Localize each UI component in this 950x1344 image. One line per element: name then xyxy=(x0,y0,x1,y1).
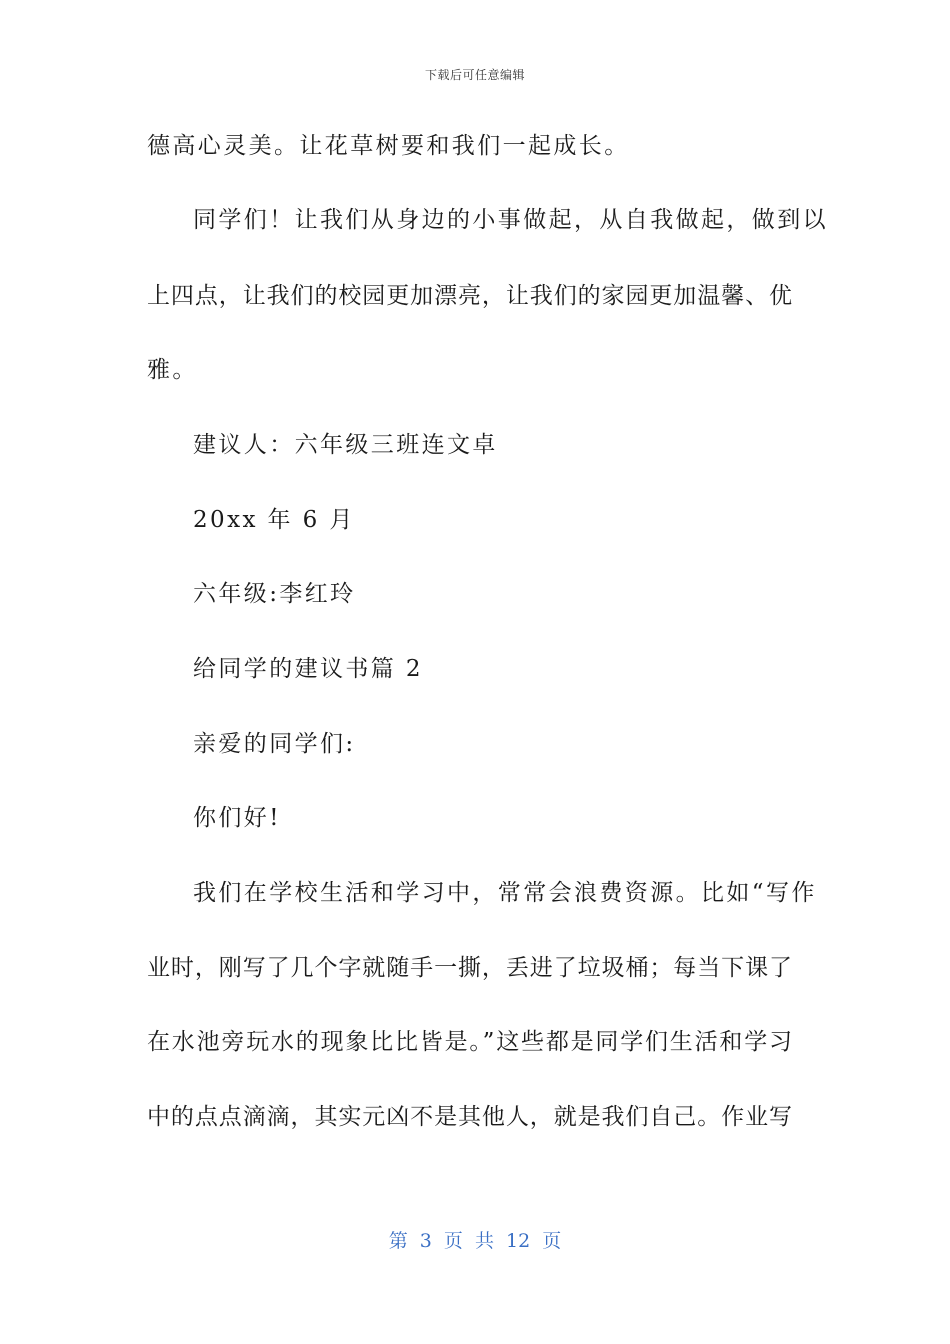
greeting-line: 你们好! xyxy=(193,805,281,831)
paragraph-line: 上四点，让我们的校园更加漂亮，让我们的家园更加温馨、优 xyxy=(147,283,792,309)
signature-line: 建议人：六年级三班连文卓 xyxy=(193,432,498,458)
paragraph-line: 同学们！让我们从身边的小事做起，从自我做起，做到以 xyxy=(193,207,828,233)
section-title: 给同学的建议书篇 2 xyxy=(193,656,423,682)
paragraph-line: 我们在学校生活和学习中，常常会浪费资源。比如“写作 xyxy=(193,880,817,906)
author-line: 六年级:李红玲 xyxy=(193,581,356,607)
paragraph-line: 业时，刚写了几个字就随手一撕，丢进了垃圾桶；每当下课了 xyxy=(147,955,792,981)
paragraph-line: 雅。 xyxy=(147,357,198,383)
paragraph-line: 在水池旁玩水的现象比比皆是。”这些都是同学们生活和学习 xyxy=(147,1029,792,1055)
date-line: 20xx 年 6 月 xyxy=(193,507,355,533)
paragraph-line: 德高心灵美。让花草树要和我们一起成长。 xyxy=(147,133,630,159)
salutation-line: 亲爱的同学们: xyxy=(193,731,356,757)
paragraph-line: 中的点点滴滴，其实元凶不是其他人，就是我们自己。作业写 xyxy=(147,1104,792,1130)
header-note: 下载后可任意编辑 xyxy=(424,68,525,82)
page-number: 第 3 页 共 12 页 xyxy=(388,1230,562,1252)
